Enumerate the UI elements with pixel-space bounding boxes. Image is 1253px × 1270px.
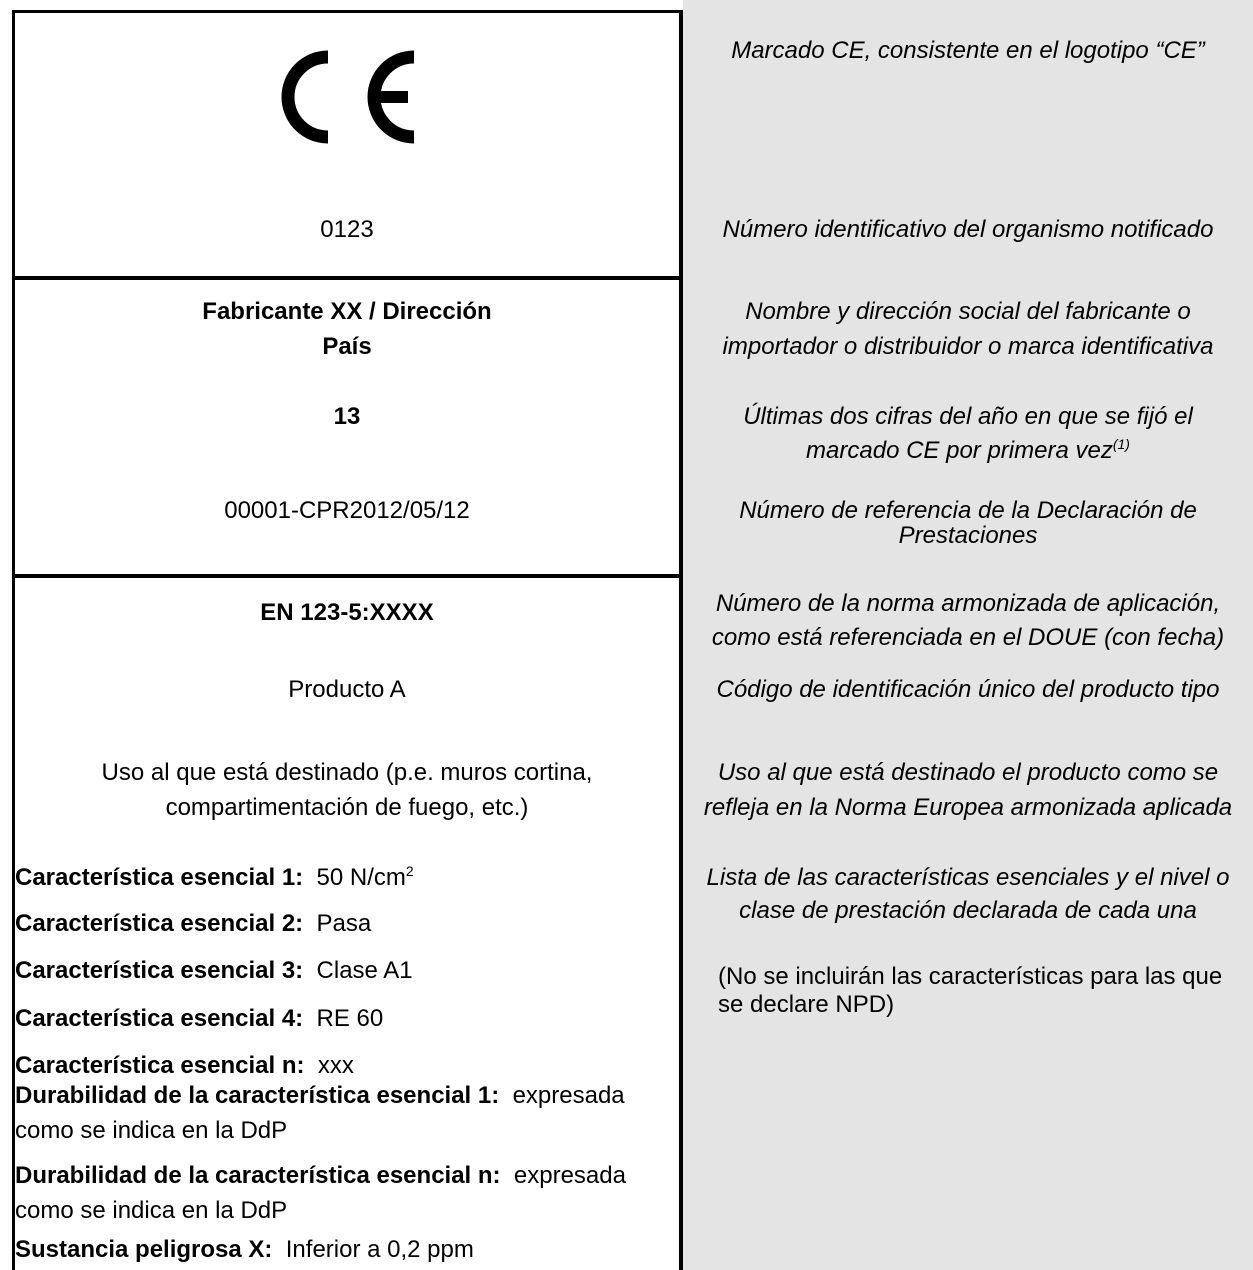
manufacturer-name: Fabricante XX / Dirección [202, 298, 492, 325]
annotation-year-line1: Últimas dos cifras del año en que se fijó el [743, 403, 1193, 430]
annotation-manufacturer-line2: importador o distribuidor o marca identificativa [722, 333, 1214, 360]
characteristic-row: Característica esencial 1: 50 $N/cm^2$ [15, 863, 414, 891]
ce-logo-icon [262, 44, 422, 150]
characteristic-row: Característica esencial n: xxx [15, 1052, 354, 1079]
annotation-standard-line1: Número de la norma armonizada de aplicación, [715, 590, 1221, 617]
dop-reference: 00001-CPR2012/05/12 [224, 497, 470, 524]
section-divider-2 [12, 574, 683, 578]
annotation-characteristics-line1: Lista de las características esenciales y el nivel o [706, 864, 1230, 891]
harmonised-standard: EN 123-5:XXXX [260, 599, 434, 626]
section-divider-1 [12, 276, 683, 280]
year-digits: 13 [333, 403, 361, 430]
characteristic-row: Característica esencial 2: Pasa [15, 910, 372, 937]
intended-use-line1: Uso al que está destinado (p.e. muros cortina, [101, 759, 593, 786]
notified-body-number: 0123 [320, 216, 374, 243]
label-border-top [12, 10, 683, 13]
annotation-intended-use-line2: refleja en la Norma Europea armonizada aplicada [703, 794, 1233, 821]
annotation-characteristics-line2: clase de prestación declarada de cada una [739, 897, 1197, 924]
product-code: Producto A [288, 676, 406, 703]
intended-use-line2: compartimentación de fuego, etc.) [165, 794, 529, 821]
annotation-intended-use-line1: Uso al que está destinado el producto como se [717, 759, 1219, 786]
durability-row: Durabilidad de la característica esencial 1: expresada como se indica en la DdP [15, 1082, 625, 1144]
hazardous-substance-row: Sustancia peligrosa X: Inferior a 0,2 ppm [15, 1236, 474, 1263]
annotation-year-line2: marcado CE por primera vez$^{(1)}$ [806, 436, 1130, 464]
characteristic-row: Característica esencial 3: Clase A1 [15, 957, 413, 984]
annotation-ce-mark: Marcado CE, consistente en el logotipo “CE” [731, 37, 1205, 64]
annotation-dop-line1: Número de referencia de la Declaración de [739, 497, 1197, 524]
annotation-standard-line2: como está referenciada en el DOUE (con fecha) [711, 624, 1225, 651]
annotation-npd-note: (No se incluirán las características para las que se declare NPD) [718, 963, 1223, 1018]
durability-row: Durabilidad de la característica esencial n: expresada como se indica en la DdP [15, 1162, 626, 1224]
annotation-product-code: Código de identificación único del producto tipo [716, 676, 1220, 703]
annotation-manufacturer-line1: Nombre y dirección social del fabricante o [745, 298, 1191, 325]
annotation-dop-line2: Prestaciones [898, 522, 1038, 549]
characteristic-row: Característica esencial 4: RE 60 [15, 1005, 384, 1032]
annotation-notified-body: Número identificativo del organismo notificado [722, 216, 1214, 243]
manufacturer-country: País [322, 333, 372, 360]
